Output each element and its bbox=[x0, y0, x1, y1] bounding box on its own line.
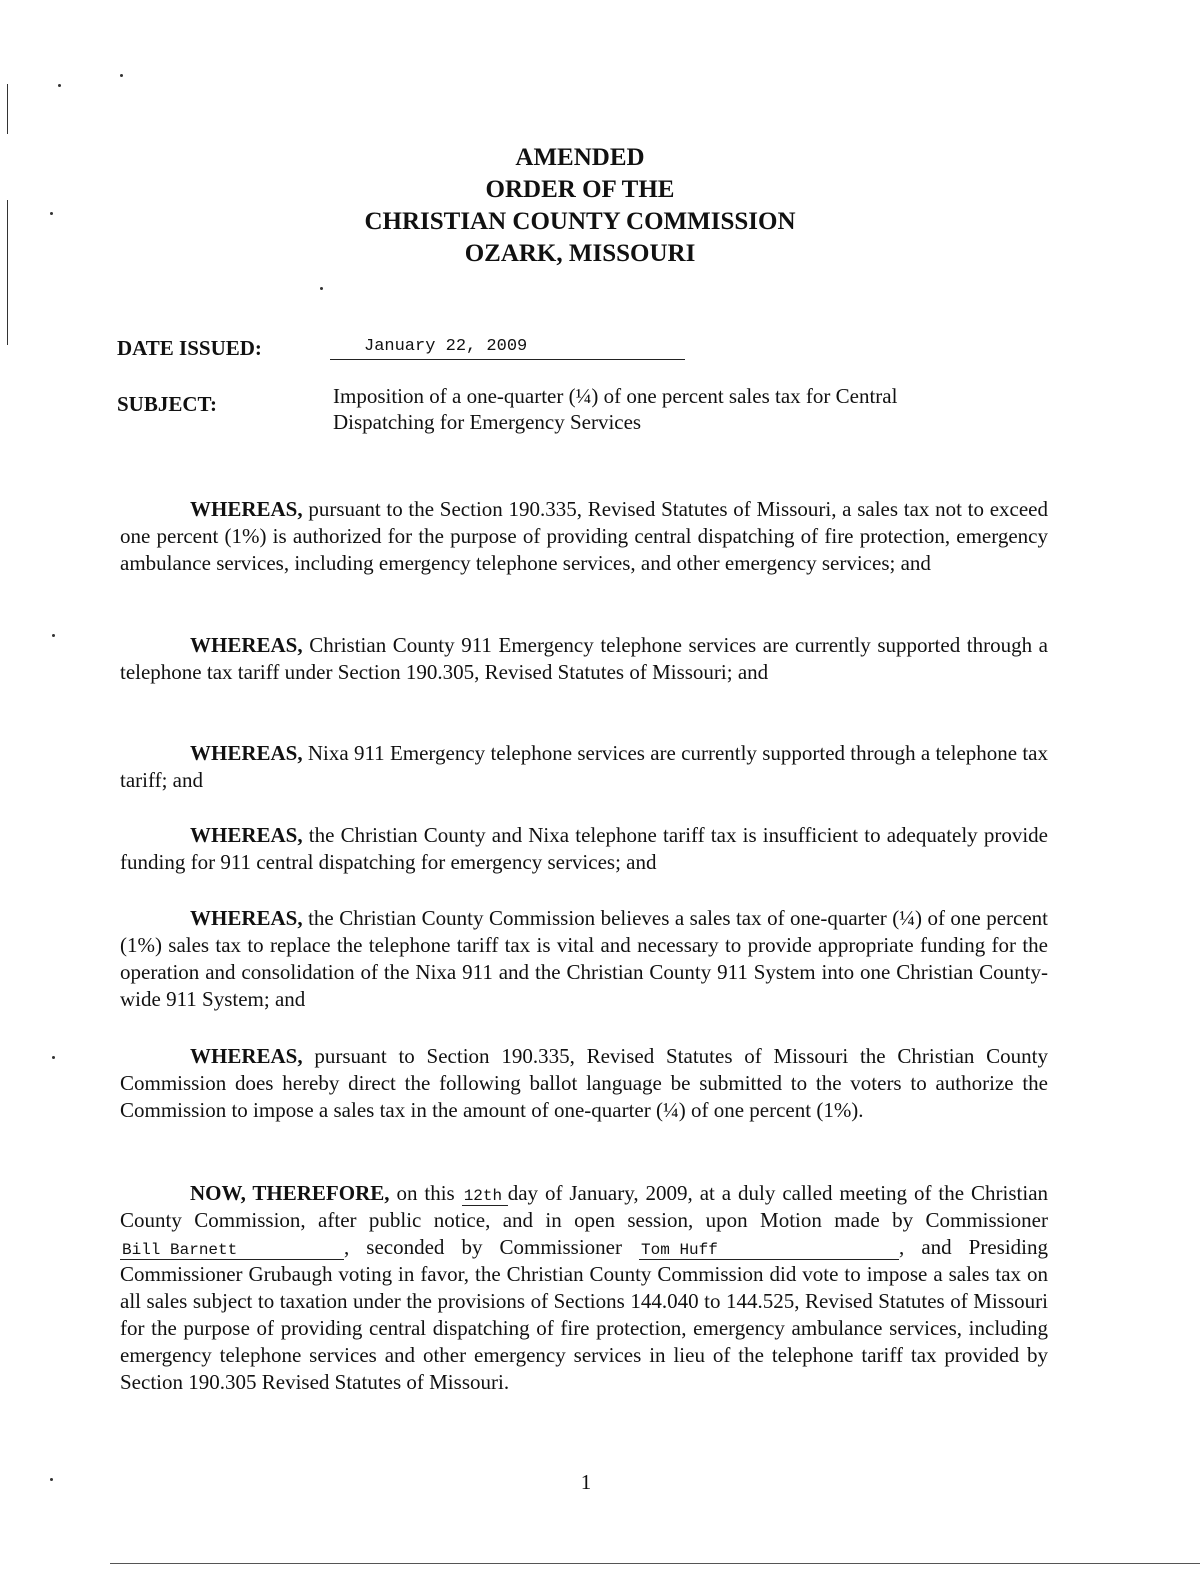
whereas-lead: WHEREAS, bbox=[190, 633, 303, 657]
title-line-commission: CHRISTIAN COUNTY COMMISSION bbox=[364, 208, 796, 235]
date-issued-value: January 22, 2009 bbox=[364, 337, 528, 356]
scan-bottom-edge bbox=[110, 1563, 1200, 1564]
whereas-text: Nixa 911 Emergency telephone services are currently supported through a telephone tax tariff; and bbox=[120, 741, 1049, 792]
whereas-lead: WHEREAS, bbox=[190, 823, 303, 847]
whereas-paragraph-1 bbox=[120, 496, 1048, 577]
whereas-paragraph-3 bbox=[120, 740, 1048, 794]
therefore-lead: NOW, THEREFORE, bbox=[190, 1181, 390, 1205]
whereas-paragraph-2 bbox=[120, 632, 1048, 686]
therefore-text-1: on this bbox=[396, 1181, 455, 1205]
scan-margin-mark bbox=[7, 84, 8, 134]
scan-speck bbox=[58, 84, 61, 87]
therefore-text-3: , seconded by Commissioner bbox=[344, 1235, 622, 1259]
date-issued-label: DATE ISSUED: bbox=[117, 336, 262, 360]
therefore-text-4: , and Presiding Commissioner Grubaugh voting in favor, the Christian County Commission did vote to impose a sales tax on all sales subject to taxation under the provisions of Sections 144.040 to 144.525, Revised Statutes of Missouri for the purpose of providing central dispatching of fire protection, emergency ambulance services, including emergency telephone services and other emergency services in lieu of the telephone tariff tax provided by Section 190.305 Revised Statutes of Missouri. bbox=[120, 1235, 1049, 1394]
scan-speck bbox=[120, 74, 123, 77]
scan-speck bbox=[52, 1056, 55, 1059]
whereas-text: pursuant to Section 190.335, Revised Statutes of Missouri the Christian County Commission does hereby direct the following ballot language be submitted to the voters to authorize the Commission to impose a sales tax in the amount of one-quarter (¼) of one percent (1%). bbox=[120, 1044, 1048, 1122]
therefore-paragraph bbox=[120, 1180, 1048, 1396]
title-line-order: ORDER OF THE bbox=[485, 176, 675, 203]
whereas-lead: WHEREAS, bbox=[190, 906, 303, 930]
whereas-text: the Christian County Commission believes a sales tax of one-quarter (¼) of one percent (1%) sales tax to replace the telephone tariff tax is vital and necessary to provide appropriate funding for the operation and consolidation of the Nixa 911 and the Christian County 911 System into one Christian County-wide 911 System; and bbox=[120, 906, 1048, 1011]
whereas-paragraph-4 bbox=[120, 822, 1048, 876]
page-number: 1 bbox=[580, 1470, 592, 1494]
whereas-lead: WHEREAS, bbox=[190, 497, 303, 521]
mover-field: Bill Barnett bbox=[120, 1241, 344, 1260]
title-line-amended: AMENDED bbox=[515, 144, 645, 171]
whereas-lead: WHEREAS, bbox=[190, 1044, 303, 1068]
therefore-text-2: day of January, 2009, at a duly called meeting of the Christian County Commission, after public notice, and in open session, upon Motion made by Commissioner bbox=[120, 1181, 1049, 1232]
scan-speck bbox=[52, 634, 55, 637]
seconder-field: Tom Huff bbox=[639, 1241, 899, 1260]
document-title bbox=[0, 142, 1160, 270]
scan-speck bbox=[320, 287, 323, 290]
whereas-paragraph-5 bbox=[120, 905, 1048, 1013]
whereas-lead: WHEREAS, bbox=[190, 741, 303, 765]
meeting-day-field: 12th bbox=[462, 1187, 508, 1206]
date-issued-field bbox=[330, 335, 685, 360]
subject-text: Imposition of a one-quarter (¼) of one percent sales tax for Central Dispatching for Emergency Services bbox=[333, 384, 898, 434]
whereas-text: Christian County 911 Emergency telephone services are currently supported through a telephone tax tariff under Section 190.305, Revised Statutes of Missouri; and bbox=[120, 633, 1049, 684]
whereas-text: pursuant to the Section 190.335, Revised Statutes of Missouri, a sales tax not to exceed one percent (1%) is authorized for the purpose of providing central dispatching of fire protection, emergency ambulance services, including emergency telephone services, and other emergency services; and bbox=[120, 497, 1048, 575]
whereas-text: the Christian County and Nixa telephone tariff tax is insufficient to adequately provide funding for 911 central dispatching for emergency services; and bbox=[120, 823, 1048, 874]
whereas-paragraph-6 bbox=[120, 1043, 1048, 1124]
subject-label: SUBJECT: bbox=[117, 392, 217, 416]
title-line-location: OZARK, MISSOURI bbox=[464, 240, 696, 267]
